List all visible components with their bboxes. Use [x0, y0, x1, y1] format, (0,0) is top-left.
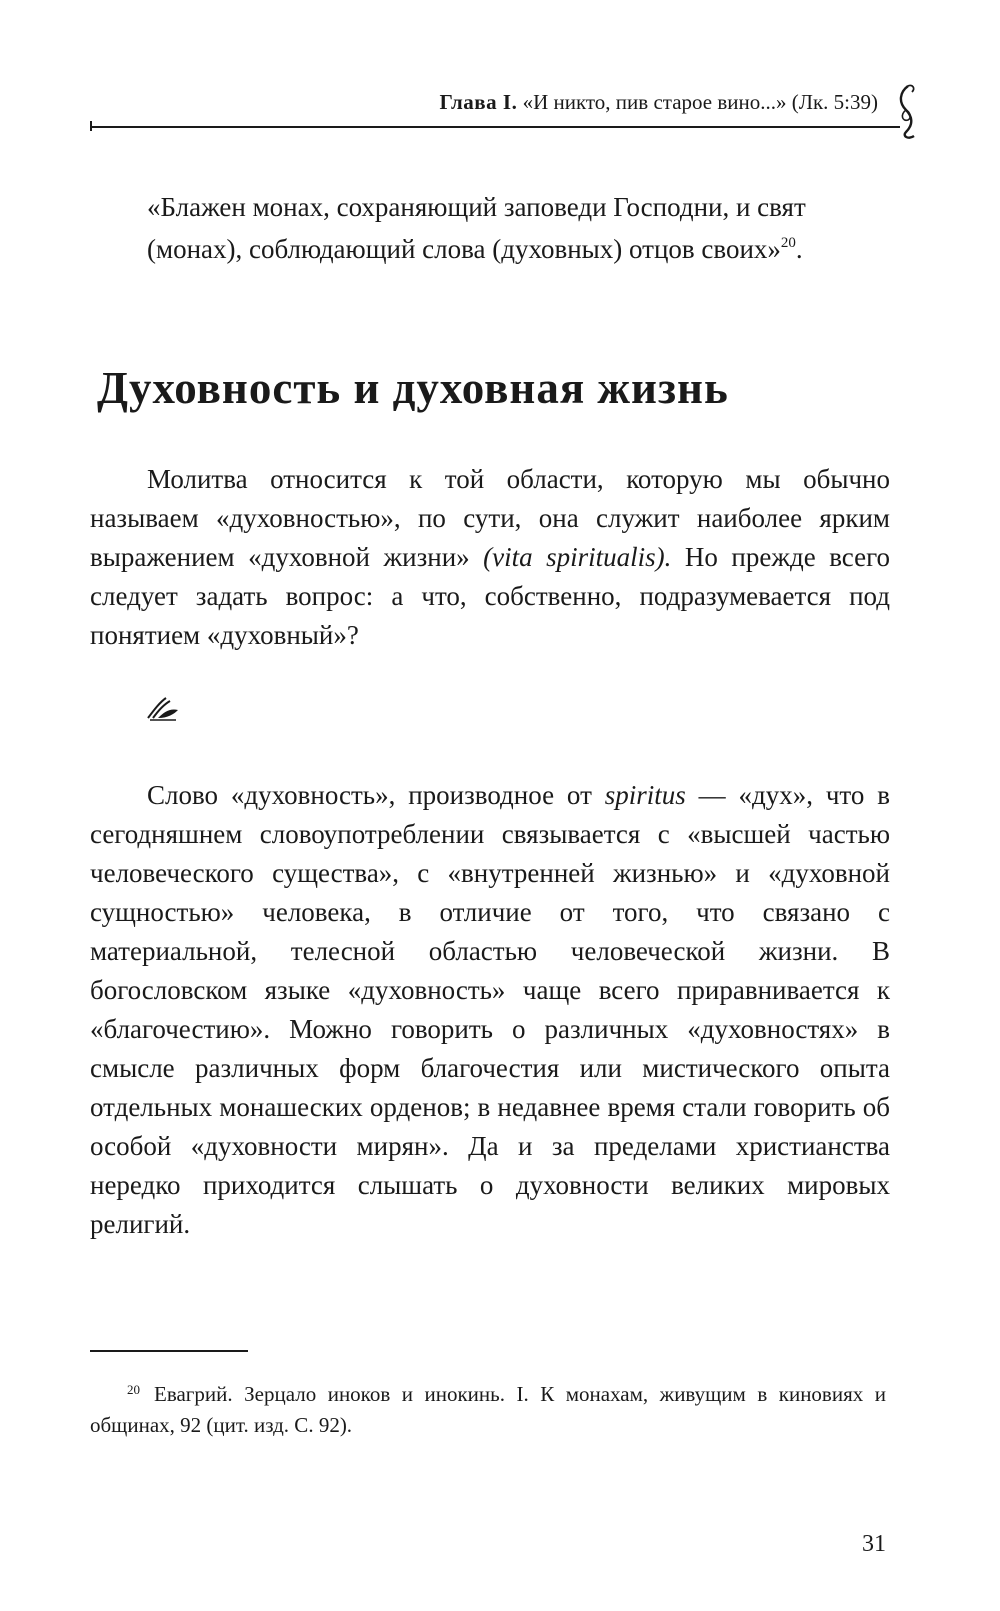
header-chapter-title: «И никто, пив старое вино...» (Лк. 5:39)	[522, 90, 878, 114]
footnote-ref[interactable]: 20	[780, 235, 796, 251]
quote-end: .	[795, 234, 803, 264]
section-title: Духовность и духовная жизнь	[97, 363, 729, 413]
paragraph-1	[90, 460, 890, 655]
flourish-icon	[894, 82, 920, 142]
page-number: 31	[862, 1531, 886, 1557]
paragraph-1-text-a: Молитва относится к той области, которую мы обычно называем «духовностью», по сути, она служит наиболее ярким выражением «духовной жизни»	[90, 464, 890, 572]
epigraph-quote	[147, 186, 847, 270]
quote-text: «Блажен монах, сохраняющий заповеди Господни, и свят (монах), соблюдающий слова (духовных) отцов своих»	[147, 192, 806, 264]
footnote-divider	[90, 1350, 248, 1352]
paragraph-2-text-b: — «дух», что в сегодняшнем словоупотреблении связывается с «высшей частью человеческого существа», с «внутренней жизнью» и «духовной сущностью» человека, в отличие от того, что связано с материальной, телесной областью человеческой жизни. В богословском языке «духовность» чаще всего приравнивается к «благочестию». Можно говорить о различных «духовностях» в смысле различных форм благочестия или мистического опыта отдельных монашеских орденов; в недавнее время стали говорить об особой «духовности мирян». Да и за пределами христианства нередко приходится слышать о духовности великих мировых религий.	[90, 780, 890, 1239]
paragraph-2	[90, 776, 890, 1244]
paragraph-1-text-b: Но прежде всего следует задать вопрос: а что, собственно, подразумевается под понятием «духовный»?	[90, 542, 890, 650]
running-header	[90, 82, 920, 130]
footnote-number: 20	[127, 1382, 140, 1397]
paragraph-1-italic: (vita spiritualis).	[483, 542, 672, 572]
leaf-ornament-icon	[146, 696, 180, 722]
paragraph-2-italic: spiritus	[604, 780, 686, 810]
paragraph-2-text-a: Слово «духовность», производное от	[147, 780, 605, 810]
header-title	[440, 90, 878, 115]
header-chapter: Глава I.	[439, 90, 518, 114]
footnote	[90, 1379, 886, 1441]
footnote-text: Евагрий. Зерцало иноков и инокинь. I. К монахам, живущим в киновиях и общинах, 92 (цит. изд. С. 92).	[90, 1382, 886, 1437]
header-rule	[90, 126, 900, 128]
